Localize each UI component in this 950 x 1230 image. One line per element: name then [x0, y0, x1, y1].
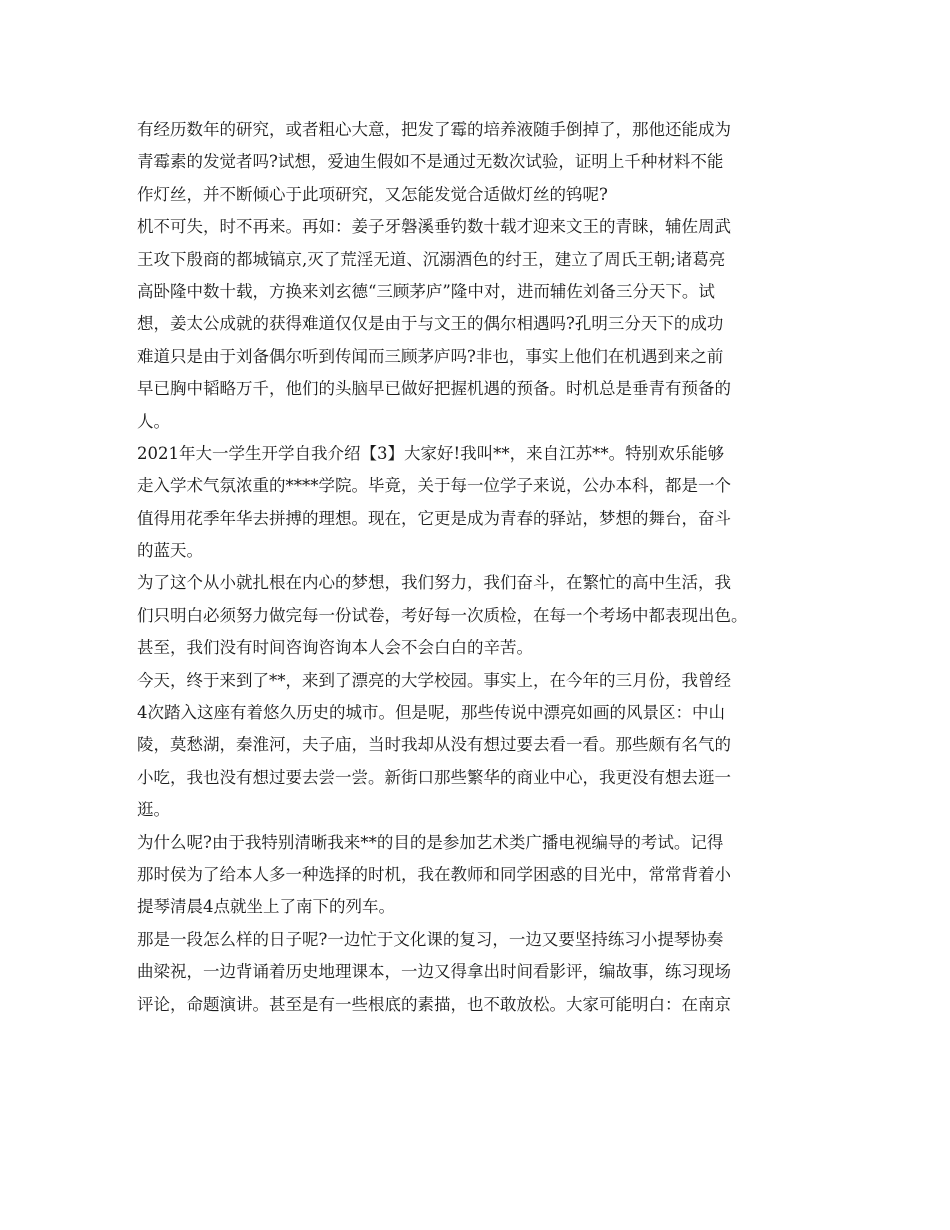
text-line: 有经历数年的研究，或者粗心大意，把发了霉的培养液随手倒掉了，那他还能成为 [137, 120, 731, 139]
text-line: 4次踏入这座有着悠久历史的城市。但是呢，那些传说中漂亮如画的风景区：中山 [137, 703, 725, 723]
text-line: 青霉素的发觉者吗?试想，爱迪生假如不是通过无数次试验，证明上千种材料不能 [137, 152, 724, 172]
text-line: 逛。 [137, 800, 170, 820]
text-line: 评论，命题演讲。甚至是有一些根底的素描，也不敢放松。大家可能明白：在南京 [137, 994, 731, 1014]
text-line: 2021年大一学生开学自我介绍【3】大家好!我叫**，来自江苏**。特别欢乐能够 [137, 443, 725, 463]
text-line: 陵，莫愁湖，秦淮河，夫子庙，当时我却从没有想过要去看一看。那些颇有名气的 [137, 735, 731, 755]
text-line: 的蓝天。 [137, 541, 203, 561]
text-line: 走入学术气氛浓重的****学院。毕竟，关于每一位学子来说，公办本科，都是一个 [137, 476, 731, 496]
text-line: 曲梁祝，一边背诵着历史地理课本，一边又得拿出时间看影评，编故事，练习现场 [137, 962, 731, 982]
text-line: 难道只是由于刘备偶尔听到传闻而三顾茅庐吗?非也，事实上他们在机遇到来之前 [137, 346, 724, 366]
text-line: 值得用花季年华去拼搏的理想。现在，它更是成为青春的驿站，梦想的舞台，奋斗 [137, 508, 731, 528]
text-line: 们只明白必须努力做完每一份试卷，考好每一次质检，在每一个考场中都表现出色。 [137, 605, 748, 625]
text-line: 高卧隆中数十载，方换来刘玄德“三顾茅庐”隆中对，进而辅佐刘备三分天下。试 [137, 281, 715, 301]
text-line: 那是一段怎么样的日子呢?一边忙于文化课的复习，一边又要坚持练习小提琴协奏 [137, 929, 724, 949]
text-line: 人。 [137, 411, 170, 431]
text-line: 提琴清晨4点就坐上了南下的列车。 [137, 897, 395, 917]
text-line: 为什么呢?由于我特别清晰我来**的目的是参加艺术类广播电视编导的考试。记得 [137, 832, 724, 852]
text-line: 想，姜太公成就的获得难道仅仅是由于与文王的偶尔相遇吗?孔明三分天下的成功 [137, 314, 724, 334]
text-line: 今天，终于来到了**，来到了漂亮的大学校园。事实上，在今年的三月份，我曾经 [137, 670, 731, 690]
text-line: 为了这个从小就扎根在内心的梦想，我们努力，我们奋斗，在繁忙的高中生活，我 [137, 573, 731, 593]
text-line: 那时侯为了给本人多一种选择的时机，我在教师和同学困惑的目光中，常常背着小 [137, 864, 731, 884]
text-line: 王攻下殷商的都城镐京,灭了荒淫无道、沉溺酒色的纣王，建立了周氏王朝;诸葛亮 [137, 249, 726, 269]
text-line: 甚至，我们没有时间咨询咨询本人会不会白白的辛苦。 [137, 638, 533, 658]
text-line: 机不可失，时不再来。再如：姜子牙磐溪垂钓数十载才迎来文王的青睐，辅佐周武 [137, 217, 731, 237]
document-body [137, 114, 827, 1021]
text-line: 小吃，我也没有想过要去尝一尝。新街口那些繁华的商业中心，我更没有想去逛一 [137, 767, 731, 787]
text-line: 作灯丝，并不断倾心于此项研究，又怎能发觉合适做灯丝的钨呢? [137, 184, 608, 204]
text-line: 早已胸中韬略万千，他们的头脑早已做好把握机遇的预备。时机总是垂青有预备的 [137, 379, 731, 399]
